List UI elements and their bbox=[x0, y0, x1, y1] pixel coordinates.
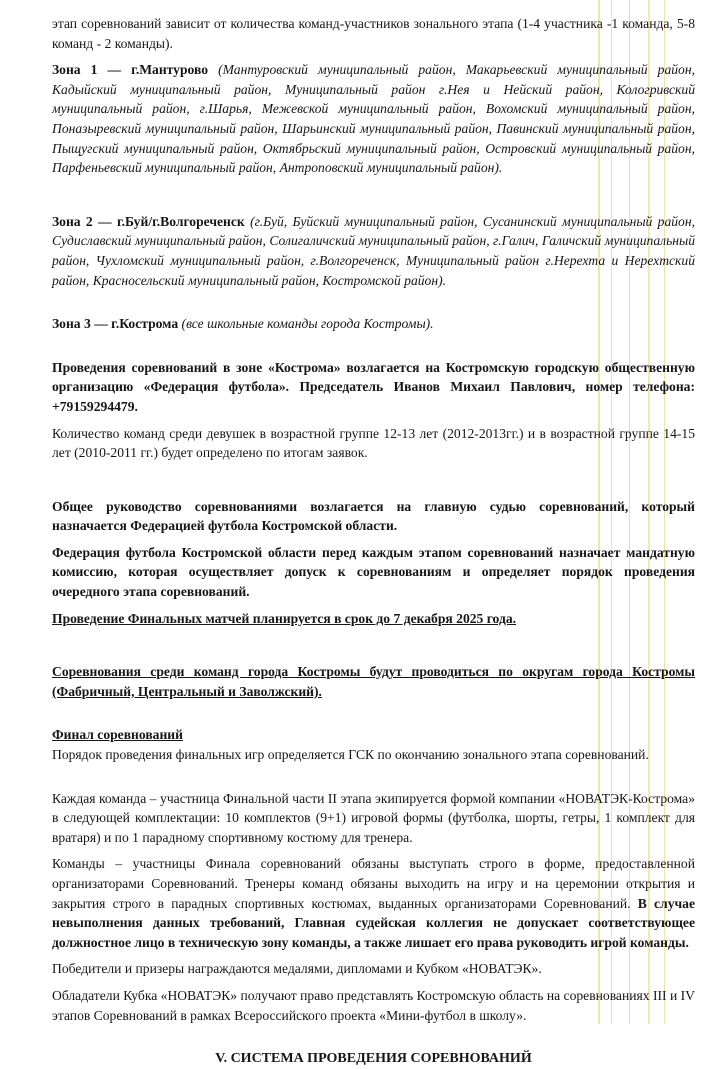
general-management-paragraph: Общее руководство соревнованиями возлагается на главную судью соревнований, который назначается Федерацией футбола Костромской области. bbox=[52, 498, 695, 534]
city-districts-paragraph: Соревнования среди команд города Костромы будут проводиться по округам города Костромы (Фабричный, Центральный и Заволжский). bbox=[52, 664, 695, 699]
girls-teams-paragraph: Количество команд среди девушек в возрастной группе 12-13 лет (2012-2013гг.) и в возрастной группе 14-15 лет (2010-2011 гг.) будет определено по итогам заявок. bbox=[52, 425, 695, 461]
zone-2-paragraph bbox=[52, 212, 695, 290]
uniform-paragraph bbox=[52, 854, 695, 952]
zone-1-title: Зона 1 — г.Мантурово bbox=[52, 62, 209, 78]
final-date-paragraph: Проведение Финальных матчей планируется в срок до 7 декабря 2025 года. bbox=[52, 610, 517, 626]
mandate-commission-paragraph: Федерация футбола Костромской области перед каждым этапом соревнований назначает мандатную комиссию, которая осуществляет допуск к соревнованиям и определяет порядок проведения очередного этапа соревнований. bbox=[52, 544, 695, 600]
awards-paragraph: Победители и призеры награждаются медалями, дипломами и Кубком «НОВАТЭК». bbox=[52, 961, 542, 977]
uniform-penalty-text: В случае невыполнения данных требований, Главная судейская коллегия не допускает соответствующее должностное лицо в техническую зону команды, а также лишает его права руководить игрой команды. bbox=[52, 895, 695, 950]
zone-3-title: Зона 3 — г.Кострома bbox=[52, 316, 179, 332]
equipment-paragraph: Каждая команда – участница Финальной части II этапа экипируется формой компании «НОВАТЭК-Кострома» в следующей комплектации: 10 комплектов (9+1) игровой формы (футболка, шорты, гетры, 1 комплект для вратаря) и по 1 парадному спортивному костюму для тренера. bbox=[52, 790, 695, 845]
zone-2-title: Зона 2 — г.Буй/г.Волгореченск bbox=[52, 213, 245, 229]
cup-holders-paragraph: Обладатели Кубка «НОВАТЭК» получают право представлять Костромскую область на соревнованиях III и IV этапов Соревнований в рамках Всероссийского проекта «Мини-футбол в школу». bbox=[52, 987, 695, 1023]
zone-1-districts: (Мантуровский муниципальный район, Макарьевский муниципальный район, Кадыйский муниципальный район, Муниципальный район г.Нея и Нейский район, Кологривский муниципальный район, г.Шарья, Межевской муниципальный район, Вохомский муниципальный район, Поназыревский муниципальный район, Шарьинский муниципальный район, Павинский муниципальный район, Пыщугский муниципальный район, Октябрьский муниципальный район, Островский муниципальный район, Парфеньевский муниципальный район, Антроповский муниципальный район). bbox=[52, 62, 695, 176]
document-page bbox=[52, 14, 695, 1069]
final-order-paragraph: Порядок проведения финальных игр определяется ГСК по окончанию зонального этапа соревнований. bbox=[52, 747, 649, 763]
uniform-text: Команды – участницы Финала соревнований обязаны выступать строго в форме, предоставленной организаторами Соревнований. Тренеры команд обязаны выходить на игру и на церемонии открытия и закрытия строго в парадных спортивных костюмах, выданных организаторами Соревнований. bbox=[52, 856, 695, 911]
zone-1-paragraph bbox=[52, 60, 695, 178]
kostroma-zone-paragraph: Проведения соревнований в зоне «Кострома» возлагается на Костромскую городскую общественную организацию «Федерация футбола». Председатель Иванов Михаил Павлович, номер телефона: +79159294479. bbox=[52, 359, 695, 414]
zone-3-paragraph bbox=[52, 314, 695, 334]
final-heading: Финал соревнований bbox=[52, 727, 183, 743]
intro-paragraph: этап соревнований зависит от количества команд-участников зонального этапа (1-4 участника -1 команда, 5-8 команд - 2 команды). bbox=[52, 16, 695, 51]
section-title: V. СИСТЕМА ПРОВЕДЕНИЯ СОРЕВНОВАНИЙ bbox=[215, 1051, 532, 1067]
zone-2-districts: (г.Буй, Буйский муниципальный район, Сусанинский муниципальный район, Судиславский муниципальный район, Солигаличский муниципальный район, г.Галич, Галичский муниципальный район, Чухломский муниципальный район, г.Волгореченск, Муниципальный район г.Нерехта и Нерехтский район, Красносельский муниципальный район, Костромской район). bbox=[52, 213, 695, 288]
zone-3-districts: (все школьные команды города Костромы). bbox=[181, 316, 434, 332]
